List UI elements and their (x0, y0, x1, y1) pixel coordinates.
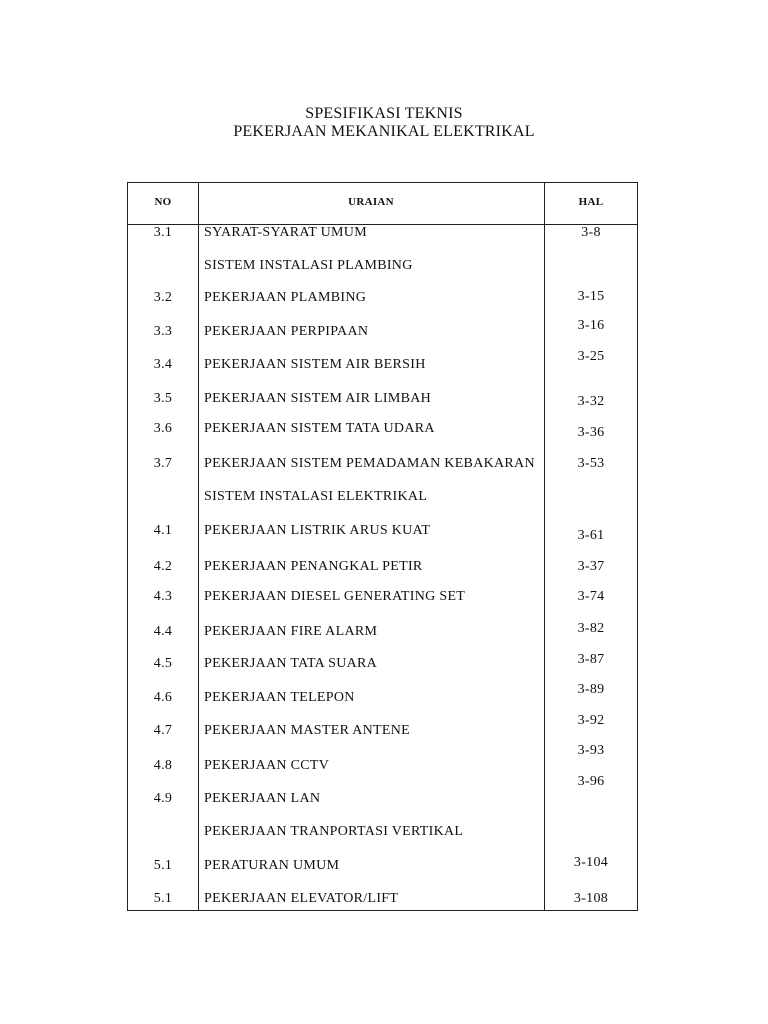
row-description: PEKERJAAN SISTEM TATA UDARA (204, 421, 435, 436)
row-number: 3.2 (153, 290, 173, 305)
row-number: 3.6 (153, 421, 173, 436)
toc-table (127, 182, 638, 911)
row-number: 3.5 (153, 391, 173, 406)
row-number: 4.4 (153, 624, 173, 639)
page-number: 3-16 (577, 318, 605, 333)
row-number: 3.3 (153, 324, 173, 339)
page-number: 3-104 (573, 855, 609, 870)
page-number: 3-61 (577, 528, 605, 543)
row-number: 3.1 (153, 225, 173, 240)
page-number: 3-108 (573, 891, 609, 906)
row-description: PEKERJAAN LAN (204, 791, 321, 806)
page-number: 3-15 (577, 289, 605, 304)
row-description: PEKERJAAN SISTEM AIR LIMBAH (204, 391, 432, 406)
row-description: PEKERJAAN SISTEM PEMADAMAN KEBAKARAN (204, 456, 535, 471)
row-description: PEKERJAAN ELEVATOR/LIFT (204, 891, 399, 906)
page-number: 3-82 (577, 621, 605, 636)
row-number: 4.9 (153, 791, 173, 806)
page-number: 3-96 (577, 774, 605, 789)
row-number: 4.2 (153, 559, 173, 574)
row-number: 4.5 (153, 656, 173, 671)
column-divider (198, 183, 199, 910)
page-number: 3-93 (577, 743, 605, 758)
row-description: PEKERJAAN TELEPON (204, 690, 355, 705)
row-description: PEKERJAAN CCTV (204, 758, 330, 773)
row-description: PEKERJAAN TATA SUARA (204, 656, 378, 671)
row-number: 4.6 (153, 690, 173, 705)
page-number: 3-92 (577, 713, 605, 728)
page-number: 3-53 (577, 456, 605, 471)
row-description: PEKERJAAN FIRE ALARM (204, 624, 378, 639)
row-description: SYARAT-SYARAT UMUM (204, 225, 367, 240)
row-description: PEKERJAAN PENANGKAL PETIR (204, 559, 423, 574)
row-description: SISTEM INSTALASI ELEKTRIKAL (204, 489, 428, 504)
row-number: 3.7 (153, 456, 173, 471)
header-uraian: URAIAN (348, 196, 394, 208)
document-subtitle: PEKERJAAN MEKANIKAL ELEKTRIKAL (233, 123, 535, 140)
row-description: PEKERJAAN TRANPORTASI VERTIKAL (204, 824, 464, 839)
row-number: 4.8 (153, 758, 173, 773)
header-hal: HAL (578, 196, 604, 208)
row-description: PEKERJAAN SISTEM AIR BERSIH (204, 357, 426, 372)
page-number: 3-32 (577, 394, 605, 409)
row-description: PERATURAN UMUM (204, 858, 340, 873)
page-number: 3-89 (577, 682, 605, 697)
header-no: NO (154, 196, 172, 208)
page-number: 3-36 (577, 425, 605, 440)
document-title: SPESIFIKASI TEKNIS (305, 105, 463, 122)
row-description: PEKERJAAN LISTRIK ARUS KUAT (204, 523, 431, 538)
page-number: 3-37 (577, 559, 605, 574)
row-description: PEKERJAAN MASTER ANTENE (204, 723, 411, 738)
row-description: PEKERJAAN DIESEL GENERATING SET (204, 589, 466, 604)
row-number: 3.4 (153, 357, 173, 372)
row-description: SISTEM INSTALASI PLAMBING (204, 258, 413, 273)
page-number: 3-8 (581, 225, 601, 240)
page-number: 3-25 (577, 349, 605, 364)
row-description: PEKERJAAN PERPIPAAN (204, 324, 369, 339)
row-number: 4.3 (153, 589, 173, 604)
page-number: 3-74 (577, 589, 605, 604)
row-number: 4.7 (153, 723, 173, 738)
row-description: PEKERJAAN PLAMBING (204, 290, 367, 305)
page-number: 3-87 (577, 652, 605, 667)
row-number: 5.1 (153, 858, 173, 873)
row-number: 5.1 (153, 891, 173, 906)
row-number: 4.1 (153, 523, 173, 538)
